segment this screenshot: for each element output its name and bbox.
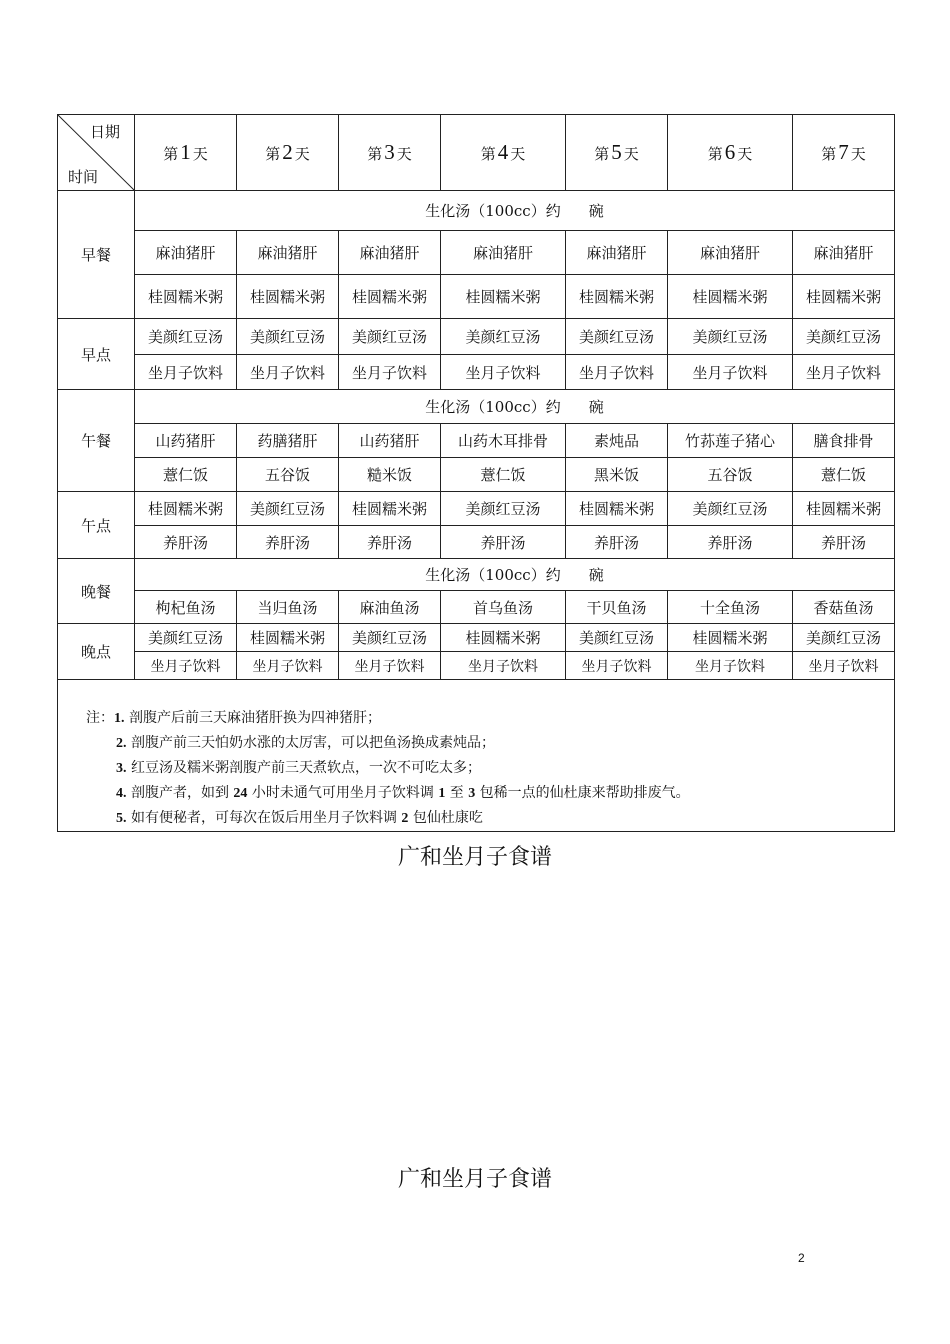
cell: 养肝汤	[566, 526, 668, 559]
cell: 麻油猪肝	[793, 231, 895, 275]
cell: 坐月子饮料	[237, 355, 339, 390]
meal-label-dinner: 晚餐	[58, 559, 135, 624]
day-number: 7	[838, 140, 849, 164]
note-bold-number: 2	[401, 811, 409, 826]
cell: 桂圆糯米粥	[135, 492, 237, 526]
notes-cell	[58, 680, 895, 832]
cell: 麻油猪肝	[237, 231, 339, 275]
cell: 桂圆糯米粥	[339, 275, 441, 319]
cell: 坐月子饮料	[793, 652, 895, 680]
meal-label-night-snack: 晚点	[58, 624, 135, 680]
cell: 药膳猪肝	[237, 424, 339, 458]
cell: 黑米饭	[566, 458, 668, 492]
cell: 薏仁饭	[135, 458, 237, 492]
cell: 坐月子饮料	[793, 355, 895, 390]
cell: 枸杞鱼汤	[135, 591, 237, 624]
note-1	[86, 706, 894, 731]
cell: 麻油猪肝	[135, 231, 237, 275]
day-number: 2	[282, 140, 293, 164]
day-prefix: 第	[265, 145, 281, 163]
page-title-repeat: 广和坐月子食谱	[397, 1167, 552, 1192]
corner-header-cell	[58, 115, 135, 191]
cell: 素炖品	[566, 424, 668, 458]
cell: 山药猪肝	[135, 424, 237, 458]
dinner-row-1	[58, 591, 895, 624]
cell: 美颜红豆汤	[135, 624, 237, 652]
cell: 桂圆糯米粥	[793, 275, 895, 319]
cell: 美颜红豆汤	[793, 624, 895, 652]
afternoon-snack-row-2	[58, 526, 895, 559]
note-text: 剖腹产后前三天麻油猪肝换为四神猪肝；	[128, 710, 381, 726]
note-number: 5.	[116, 811, 127, 826]
note-bold-number: 24	[233, 786, 248, 801]
notes-row	[58, 680, 895, 832]
note-number: 3.	[116, 761, 127, 776]
soup-text: 生化汤（100cc）约	[425, 398, 561, 416]
cell: 首乌鱼汤	[441, 591, 566, 624]
soup-unit: 碗	[588, 566, 604, 584]
cell: 五谷饭	[237, 458, 339, 492]
cell: 美颜红豆汤	[566, 624, 668, 652]
cell: 养肝汤	[441, 526, 566, 559]
soup-cell	[135, 390, 895, 424]
cell: 桂圆糯米粥	[135, 275, 237, 319]
cell: 桂圆糯米粥	[441, 275, 566, 319]
cell: 竹荪莲子猪心	[668, 424, 793, 458]
cell: 山药木耳排骨	[441, 424, 566, 458]
note-4	[86, 781, 894, 806]
day-header-7	[793, 115, 895, 191]
meal-label-breakfast: 早餐	[58, 191, 135, 319]
day-number: 1	[180, 140, 191, 164]
lunch-row-2	[58, 458, 895, 492]
cell: 膳食排骨	[793, 424, 895, 458]
cell: 五谷饭	[668, 458, 793, 492]
cell: 养肝汤	[668, 526, 793, 559]
cell: 美颜红豆汤	[441, 319, 566, 355]
day-suffix: 天	[623, 145, 639, 163]
cell: 薏仁饭	[793, 458, 895, 492]
note-text: 剖腹产前三天怕奶水涨的太厉害，可以把鱼汤换成素炖品；	[130, 735, 495, 751]
lunch-row-1	[58, 424, 895, 458]
cell: 坐月子饮料	[566, 355, 668, 390]
cell: 美颜红豆汤	[339, 624, 441, 652]
note-text: 如有便秘者，可每次在饭后用坐月子饮料调	[130, 810, 397, 826]
cell: 美颜红豆汤	[237, 319, 339, 355]
day-header-1	[135, 115, 237, 191]
day-prefix: 第	[163, 145, 179, 163]
cell: 美颜红豆汤	[668, 319, 793, 355]
soup-text: 生化汤（100cc）约	[425, 566, 561, 584]
cell: 麻油猪肝	[668, 231, 793, 275]
cell: 桂圆糯米粥	[668, 275, 793, 319]
cell: 美颜红豆汤	[793, 319, 895, 355]
note-number: 2.	[116, 736, 127, 751]
note-text: 包仙杜康吃	[412, 810, 483, 826]
soup-unit: 碗	[588, 398, 604, 416]
cell: 美颜红豆汤	[135, 319, 237, 355]
night-snack-row-2	[58, 652, 895, 680]
page-number: 2	[798, 1251, 805, 1265]
note-text: 红豆汤及糯米粥剖腹产前三天煮软点，一次不可吃太多；	[130, 760, 481, 776]
cell: 养肝汤	[135, 526, 237, 559]
cell: 养肝汤	[237, 526, 339, 559]
afternoon-snack-row-1-wrap	[58, 492, 895, 526]
cell: 坐月子饮料	[441, 652, 566, 680]
meal-label-lunch: 午餐	[58, 390, 135, 492]
cell: 糙米饭	[339, 458, 441, 492]
cell: 桂圆糯米粥	[441, 624, 566, 652]
cell: 薏仁饭	[441, 458, 566, 492]
note-2	[86, 731, 894, 756]
soup-cell	[135, 191, 895, 231]
cell: 桂圆糯米粥	[339, 492, 441, 526]
cell: 坐月子饮料	[668, 355, 793, 390]
day-number: 6	[724, 140, 736, 164]
cell: 干贝鱼汤	[566, 591, 668, 624]
soup-text: 生化汤（100cc）约	[425, 202, 561, 220]
cell: 坐月子饮料	[339, 652, 441, 680]
meal-label-morning-snack: 早点	[58, 319, 135, 390]
header-row	[58, 115, 895, 191]
cell: 养肝汤	[793, 526, 895, 559]
note-text: 小时未通气可用坐月子饮料调	[251, 785, 434, 801]
note-5	[86, 806, 894, 831]
lunch-soup-row	[58, 390, 895, 424]
cell: 十全鱼汤	[668, 591, 793, 624]
day-suffix: 天	[294, 145, 310, 163]
cell: 当归鱼汤	[237, 591, 339, 624]
day-prefix: 第	[821, 145, 837, 163]
cell: 麻油猪肝	[566, 231, 668, 275]
cell: 桂圆糯米粥	[566, 492, 668, 526]
note-text: 剖腹产者，如到	[130, 785, 229, 801]
page-title: 广和坐月子食谱	[397, 845, 552, 870]
day-prefix: 第	[480, 145, 496, 163]
meal-schedule-table	[57, 114, 895, 832]
cell: 坐月子饮料	[668, 652, 793, 680]
cell: 桂圆糯米粥	[237, 624, 339, 652]
breakfast-soup-row	[58, 191, 895, 231]
day-suffix: 天	[510, 145, 526, 163]
cell: 坐月子饮料	[237, 652, 339, 680]
night-snack-row-1-wrap	[58, 624, 895, 652]
soup-cell	[135, 559, 895, 591]
cell: 美颜红豆汤	[668, 492, 793, 526]
cell: 桂圆糯米粥	[793, 492, 895, 526]
day-number: 4	[497, 140, 509, 164]
dinner-soup-row	[58, 559, 895, 591]
meal-label-afternoon-snack: 午点	[58, 492, 135, 559]
day-number: 5	[611, 140, 622, 164]
note-bold-number: 3	[468, 786, 476, 801]
cell: 美颜红豆汤	[566, 319, 668, 355]
day-header-5	[566, 115, 668, 191]
cell: 美颜红豆汤	[441, 492, 566, 526]
cell: 麻油猪肝	[441, 231, 566, 275]
note-number: 1.	[114, 711, 125, 726]
cell: 坐月子饮料	[339, 355, 441, 390]
cell: 养肝汤	[339, 526, 441, 559]
morning-snack-row-2	[58, 355, 895, 390]
day-number: 3	[384, 140, 395, 164]
cell: 美颜红豆汤	[339, 319, 441, 355]
note-number: 4.	[116, 786, 127, 801]
cell: 坐月子饮料	[135, 652, 237, 680]
day-prefix: 第	[367, 145, 383, 163]
cell: 香菇鱼汤	[793, 591, 895, 624]
notes-prefix: 注：	[86, 710, 114, 726]
cell: 坐月子饮料	[441, 355, 566, 390]
corner-date-label: 日期	[89, 123, 120, 141]
day-header-2	[237, 115, 339, 191]
cell: 坐月子饮料	[135, 355, 237, 390]
soup-unit: 碗	[588, 202, 604, 220]
day-suffix: 天	[192, 145, 208, 163]
breakfast-row-1	[58, 231, 895, 275]
day-prefix: 第	[594, 145, 610, 163]
day-suffix: 天	[737, 145, 753, 163]
day-header-3	[339, 115, 441, 191]
note-bold-number: 1	[438, 786, 446, 801]
cell: 坐月子饮料	[566, 652, 668, 680]
day-suffix: 天	[850, 145, 866, 163]
day-suffix: 天	[396, 145, 412, 163]
day-header-4	[441, 115, 566, 191]
note-3	[86, 756, 894, 781]
breakfast-row-2	[58, 275, 895, 319]
day-header-6	[668, 115, 793, 191]
cell: 桂圆糯米粥	[237, 275, 339, 319]
note-text: 包稀一点的仙杜康来帮助排废气。	[479, 785, 690, 801]
cell: 美颜红豆汤	[237, 492, 339, 526]
note-text: 至	[449, 785, 464, 801]
cell: 山药猪肝	[339, 424, 441, 458]
morning-snack-row-1-wrap	[58, 319, 895, 355]
cell: 桂圆糯米粥	[566, 275, 668, 319]
day-prefix: 第	[707, 145, 723, 163]
cell: 麻油鱼汤	[339, 591, 441, 624]
cell: 麻油猪肝	[339, 231, 441, 275]
corner-time-label: 时间	[68, 168, 99, 186]
cell: 桂圆糯米粥	[668, 624, 793, 652]
